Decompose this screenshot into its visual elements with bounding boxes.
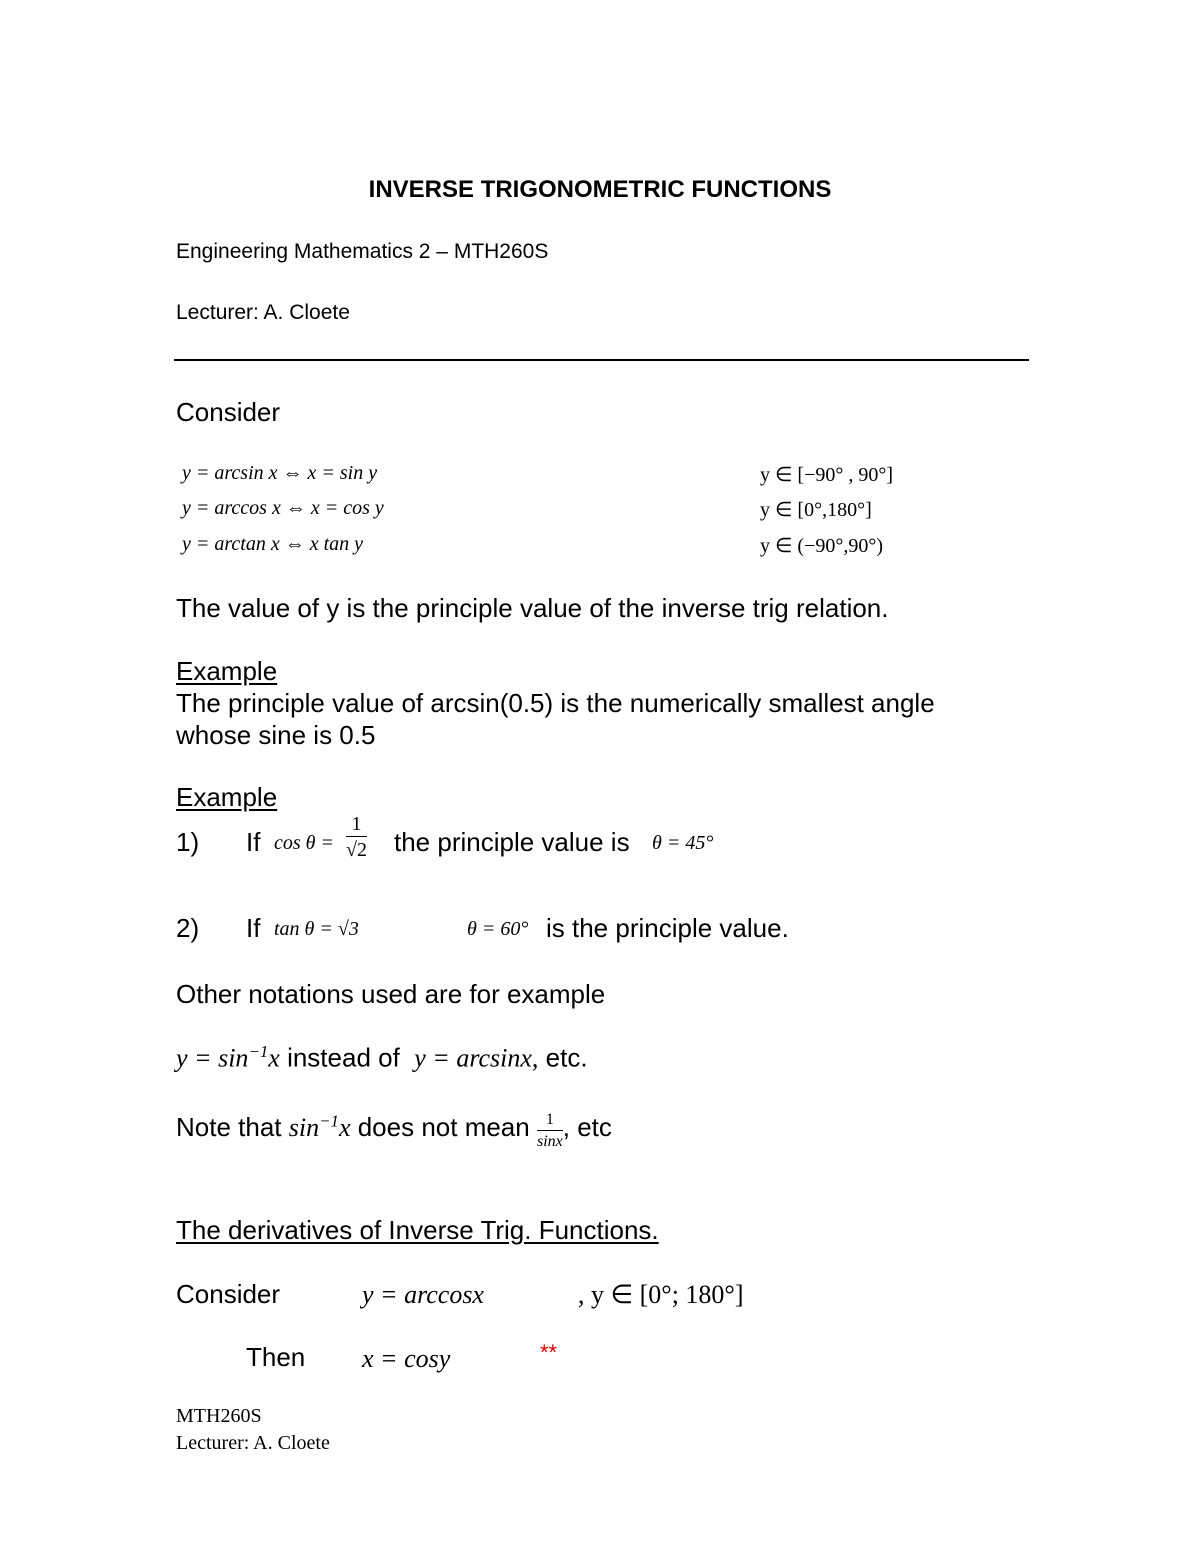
note-end: , etc — [562, 1111, 612, 1142]
derivatives-equation: y = arccosx — [362, 1280, 484, 1309]
header-divider — [174, 359, 1029, 361]
item1-fraction — [346, 814, 367, 860]
notation-intro: Other notations used are for example — [176, 979, 606, 1009]
example1-line1: The principle value of arcsin(0.5) is the numerically smallest angle — [176, 688, 935, 718]
notation-eq2: y = arcsinx, — [414, 1043, 539, 1073]
notation-etc: etc. — [545, 1042, 588, 1073]
item1-result: θ = 45° — [652, 832, 714, 854]
note-middle: does not mean — [357, 1111, 530, 1142]
note-line — [176, 1110, 612, 1148]
item1-if: If — [246, 827, 261, 857]
note-sin: sin — [288, 1112, 320, 1142]
then-label: Then — [246, 1342, 306, 1372]
item1-number: 1) — [176, 827, 200, 857]
relation-arctan: y = arctan x ⇔ x tan y — [182, 533, 364, 555]
relation-arccos: y = arccos x ⇔ x = cos y — [182, 497, 384, 519]
notation-eq1-x: x — [268, 1043, 280, 1073]
notation-eq1-superscript: −1 — [248, 1042, 269, 1061]
item2-lhs: tan θ = √3 — [274, 918, 359, 940]
item1-lhs: cos θ = — [274, 832, 334, 854]
relation-arcsin: y = arcsin x ⇔ x = sin y — [182, 462, 378, 484]
notation-line — [176, 1042, 588, 1073]
note-fraction-denominator: sinx — [536, 1133, 563, 1150]
note-prefix: Note that — [176, 1111, 282, 1142]
consider-heading: Consider — [176, 397, 281, 427]
item1-middle-text: the principle value is — [394, 827, 630, 857]
item1-fraction-numerator: 1 — [346, 814, 367, 837]
footer-lecturer: Lecturer: A. Cloete — [176, 1432, 330, 1454]
range-arctan: y ∈ (−90°,90°) — [760, 535, 884, 557]
item2-tail: is the principle value. — [546, 913, 789, 943]
example1-line2: whose sine is 0.5 — [176, 720, 376, 750]
item2-result: θ = 60° — [467, 918, 529, 940]
range-arccos: y ∈ [0°,180°] — [760, 499, 872, 521]
then-equation: x = cosy — [362, 1344, 451, 1373]
note-fraction-numerator: 1 — [537, 1112, 563, 1131]
marker-asterisks: ** — [540, 1340, 558, 1365]
note-x: x — [338, 1112, 351, 1142]
example-heading-1: Example — [176, 656, 278, 686]
item2-if: If — [246, 913, 261, 943]
derivatives-consider: Consider — [176, 1279, 281, 1309]
example-heading-2: Example — [176, 782, 278, 812]
derivatives-range: , y ∈ [0°; 180°] — [578, 1280, 744, 1309]
footer-code: MTH260S — [176, 1405, 262, 1427]
course-line: Engineering Mathematics 2 – MTH260S — [176, 240, 549, 263]
item2-number: 2) — [176, 913, 200, 943]
derivatives-heading: The derivatives of Inverse Trig. Functions. — [176, 1215, 659, 1245]
notation-instead-of: instead of — [287, 1042, 400, 1073]
item1-fraction-denominator: √2 — [346, 839, 367, 861]
lecturer-line: Lecturer: A. Cloete — [176, 301, 350, 324]
note-fraction — [537, 1112, 563, 1150]
principle-value-text: The value of y is the principle value of the inverse trig relation. — [176, 593, 889, 623]
page-title: INVERSE TRIGONOMETRIC FUNCTIONS — [368, 176, 832, 203]
note-superscript: −1 — [319, 1111, 339, 1131]
range-arcsin: y ∈ [−90° , 90°] — [760, 464, 894, 486]
notation-eq1: y = sin — [176, 1043, 249, 1073]
